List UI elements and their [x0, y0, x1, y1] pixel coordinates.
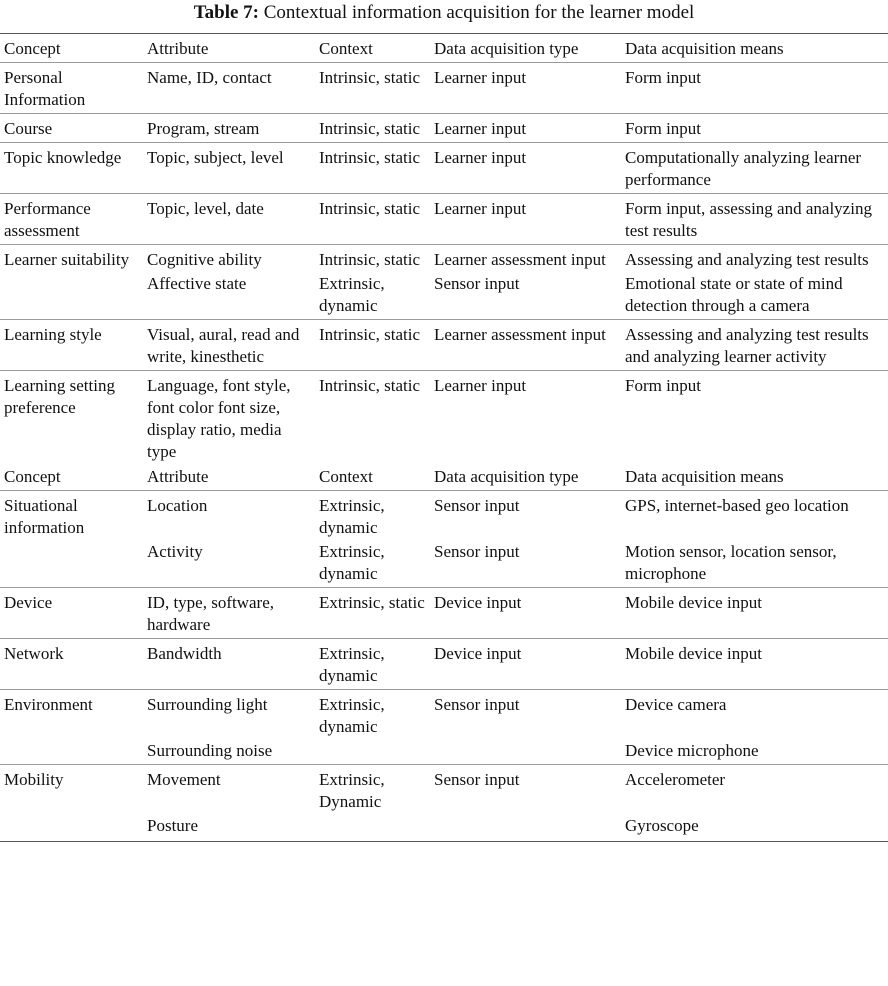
cell-attribute: Language, font style, font color font size, display ratio, media type — [143, 371, 315, 466]
cell-acquisition-means: Device microphone — [625, 741, 759, 760]
cell-acquisition-type: Device input — [430, 639, 621, 690]
cell-context: Intrinsic, static — [315, 371, 430, 466]
cell-concept: Device — [0, 588, 143, 639]
table-row — [0, 588, 888, 639]
table-row — [0, 639, 888, 690]
table-row — [0, 320, 888, 371]
cell-acquisition-type: Learner input — [430, 371, 621, 466]
cell-acquisition-means: Device camera — [621, 690, 888, 741]
cell-context — [315, 815, 430, 842]
header-acquisition-means: Data acquisition means — [621, 34, 888, 63]
cell-acquisition-type: Sensor input — [434, 542, 520, 561]
cell-concept — [0, 273, 143, 320]
table-header-row — [0, 34, 888, 63]
table-row — [0, 63, 888, 114]
cell-acquisition-type: Learner assessment input — [430, 320, 621, 371]
cell-concept: Performance assessment — [0, 194, 143, 245]
cell-acquisition-type: Learner input — [430, 143, 621, 194]
table-row — [0, 143, 888, 194]
cell-acquisition-means: GPS, internet-based geo location — [621, 491, 888, 542]
cell-acquisition-means: Computationally analyzing learner performance — [621, 143, 888, 194]
cell-context: Extrinsic, Dynamic — [315, 765, 430, 816]
cell-acquisition-means: Mobile device input — [621, 588, 888, 639]
cell-acquisition-means: Emotional state or state of mind detection through a camera — [625, 274, 843, 315]
table-title: Contextual information acquisition for the learner model — [263, 2, 695, 23]
table-row — [0, 765, 888, 816]
table-row — [0, 740, 888, 765]
cell-attribute: Surrounding light — [143, 690, 315, 741]
cell-acquisition-type: Sensor input — [434, 274, 520, 293]
cell-context: Extrinsic, dynamic — [319, 542, 385, 583]
cell-context: Intrinsic, static — [315, 63, 430, 114]
cell-acquisition-means: Mobile device input — [621, 639, 888, 690]
cell-concept: Personal Information — [0, 63, 143, 114]
cell-acquisition-means: Assessing and analyzing test results and analyzing learner activity — [621, 320, 888, 371]
cell-context: Intrinsic, static — [315, 245, 430, 274]
cell-acquisition-type: Learner assessment input — [430, 245, 621, 274]
cell-acquisition-means: Gyroscope — [621, 815, 888, 842]
cell-acquisition-means: Motion sensor, location sensor, microphone — [625, 542, 837, 583]
cell-attribute: ID, type, software, hardware — [143, 588, 315, 639]
cell-concept: Environment — [0, 690, 143, 741]
cell-acquisition-type: Learner input — [430, 63, 621, 114]
cell-attribute: Surrounding noise — [147, 741, 273, 760]
cell-attribute: Topic, subject, level — [143, 143, 315, 194]
table-row — [0, 815, 888, 842]
cell-acquisition-type: Learner input — [430, 114, 621, 143]
header-attribute: Attribute — [147, 467, 209, 486]
cell-attribute: Cognitive ability — [143, 245, 315, 274]
header-concept: Concept — [4, 467, 61, 486]
cell-attribute: Location — [143, 491, 315, 542]
cell-acquisition-means: Form input — [621, 371, 888, 466]
table-caption — [0, 2, 888, 24]
cell-attribute: Posture — [143, 815, 315, 842]
table-row — [0, 273, 888, 320]
cell-concept: Learning style — [0, 320, 143, 371]
cell-concept — [0, 815, 143, 842]
cell-attribute: Bandwidth — [143, 639, 315, 690]
cell-concept — [0, 541, 143, 588]
cell-concept: Learning setting preference — [0, 371, 143, 466]
cell-context: Extrinsic, dynamic — [315, 690, 430, 741]
cell-concept: Network — [0, 639, 143, 690]
cell-context: Intrinsic, static — [315, 114, 430, 143]
cell-concept: Learner suitability — [0, 245, 143, 274]
cell-attribute: Name, ID, contact — [143, 63, 315, 114]
cell-context: Extrinsic, static — [315, 588, 430, 639]
cell-acquisition-means: Form input — [621, 114, 888, 143]
cell-acquisition-means: Assessing and analyzing test results — [621, 245, 888, 274]
cell-attribute: Affective state — [147, 274, 247, 293]
cell-concept: Topic knowledge — [0, 143, 143, 194]
cell-acquisition-type: Sensor input — [430, 690, 621, 741]
cell-concept: Mobility — [0, 765, 143, 816]
cell-context: Intrinsic, static — [315, 194, 430, 245]
cell-acquisition-type: Sensor input — [430, 765, 621, 816]
header-context: Context — [315, 34, 430, 63]
cell-acquisition-type — [430, 815, 621, 842]
table-header-row-repeat — [0, 465, 888, 491]
header-acquisition-type: Data acquisition type — [434, 467, 579, 486]
cell-acquisition-type — [430, 740, 621, 765]
header-acquisition-type: Data acquisition type — [430, 34, 621, 63]
cell-context — [315, 740, 430, 765]
table-row — [0, 690, 888, 741]
header-context: Context — [319, 467, 373, 486]
cell-acquisition-type: Device input — [430, 588, 621, 639]
table-row — [0, 541, 888, 588]
cell-context: Extrinsic, dynamic — [315, 639, 430, 690]
cell-acquisition-type: Sensor input — [430, 491, 621, 542]
cell-concept: Situational information — [0, 491, 143, 542]
cell-context: Extrinsic, dynamic — [315, 491, 430, 542]
cell-acquisition-means: Accelerometer — [621, 765, 888, 816]
cell-acquisition-means: Form input, assessing and analyzing test results — [621, 194, 888, 245]
table-row — [0, 194, 888, 245]
table-row — [0, 371, 888, 466]
cell-attribute: Visual, aural, read and write, kinesthetic — [143, 320, 315, 371]
cell-context: Intrinsic, static — [315, 320, 430, 371]
cell-attribute: Topic, level, date — [143, 194, 315, 245]
header-acquisition-means: Data acquisition means — [625, 467, 784, 486]
contextual-information-table — [0, 33, 888, 842]
cell-attribute: Movement — [143, 765, 315, 816]
cell-attribute: Activity — [147, 542, 203, 561]
cell-context: Intrinsic, static — [315, 143, 430, 194]
cell-acquisition-means: Form input — [621, 63, 888, 114]
table-row — [0, 114, 888, 143]
header-concept: Concept — [0, 34, 143, 63]
cell-context: Extrinsic, dynamic — [319, 274, 385, 315]
cell-acquisition-type: Learner input — [430, 194, 621, 245]
table-number: Table 7: — [193, 2, 259, 23]
cell-attribute: Program, stream — [143, 114, 315, 143]
header-attribute: Attribute — [143, 34, 315, 63]
cell-concept: Course — [0, 114, 143, 143]
table-row — [0, 491, 888, 542]
table-row — [0, 245, 888, 274]
cell-concept — [0, 740, 143, 765]
